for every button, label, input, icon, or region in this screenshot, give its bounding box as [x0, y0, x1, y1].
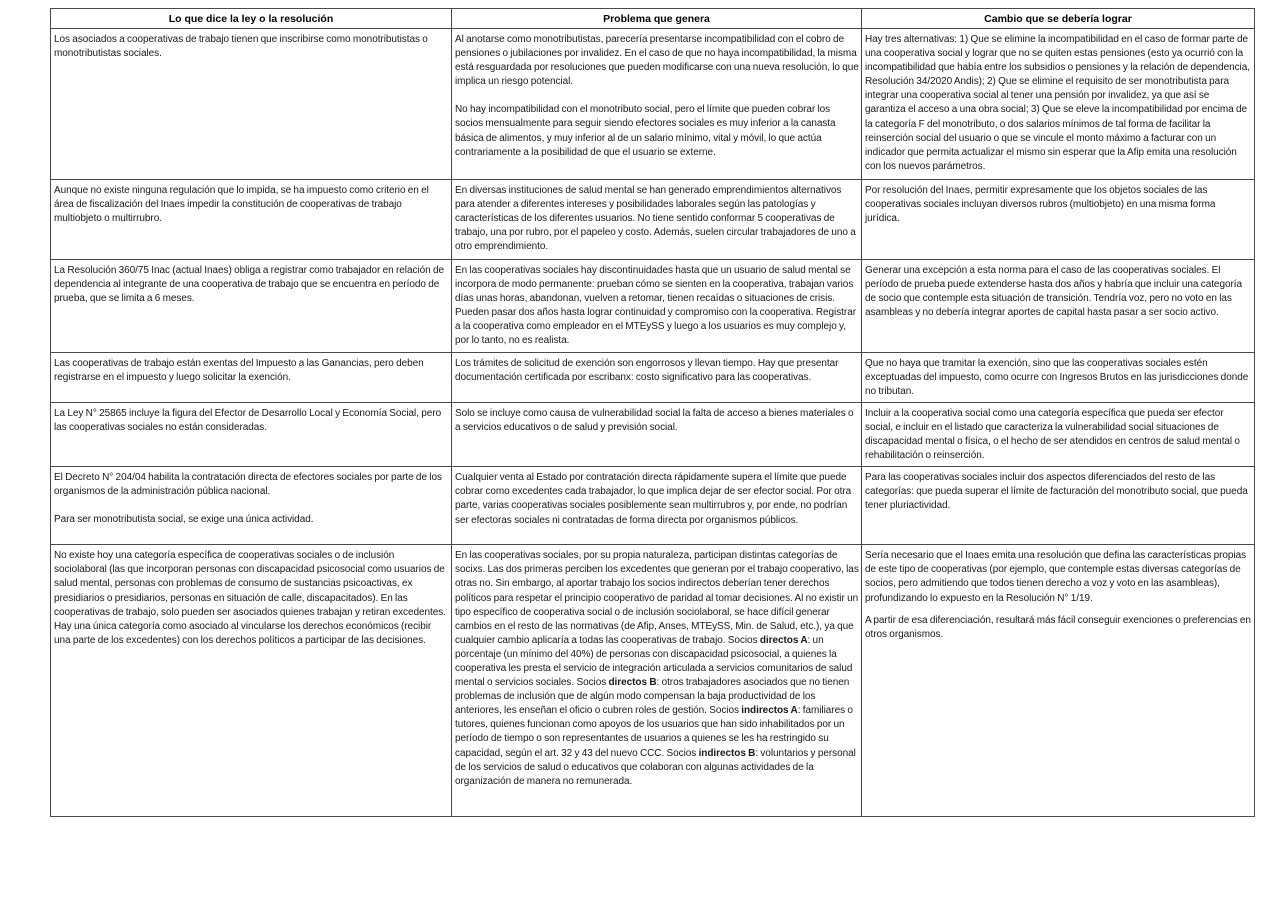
- table-row: [51, 467, 1255, 545]
- cell-problem: [452, 352, 862, 402]
- text-run: En las cooperativas sociales, por su propia naturaleza, participan distintas categorías de socixs. Las dos primeras perciben los excedentes que generan por el trabajo cooperativo, las otras no. Sin embargo, al aportar trabajo los socios indirectos deberían tener derechos políticos para respetar el principio cooperativo de paridad al tomar decisiones. Al no existir un tipo específico de cooperativa social o de inclusión sociolaboral, se hace difícil generar cambios en el resto de las normativas (de Afip, Anses, MTEySS, Min. de Salud, etc.), ya que cualquier cambio aplicaría a todas las cooperativas de trabajo. Socios: [455, 550, 859, 646]
- paragraph: No hay incompatibilidad con el monotributo social, pero el límite que pueden cobrar los socios mensualmente para seguir siendo efectores sociales es muy inferior a la canasta básica de alimentos, y muy inferior al de un salario mínimo, vital y móvil, lo que actúa contrariamente a la posibilidad de que el usuario se externe.: [455, 104, 836, 158]
- text-run: : familiares o tutores, quienes funcionan como apoyos de los usuarios que han sido inhabilitados por un período de tiempo o son representantes de usuarios a quienes se les ha restringido su capacidad, según el art. 32 y 43 del nuevo CCC. Socios: [455, 705, 853, 759]
- cell-law: [51, 352, 452, 402]
- paragraph: Que no haya que tramitar la exención, sino que las cooperativas sociales estén exceptuadas del impuesto, como ocurre con Ingresos Brutos en las jurisdicciones donde no tributan.: [865, 357, 1249, 397]
- paragraph: Hay tres alternativas: 1) Que se elimine la incompatibilidad en el caso de formar parte de una cooperativa social y lograr que no se quiten estas pensiones (esto ya ocurrió con la incompatibilidad que había entre los subsidios o pensiones y la relación de dependencia, Resolución 34/2020 Andis); 2) Que se elimine el requisito de ser monotributista para integrar una cooperativa social al tener una pensión por invalidez, ya que así se garantiza el acceso a una obra social; 3) Que se eleve la incompatibilidad por encima de la categoría F del monotributo, o dos salarios mínimos de tal forma de facilitar la reinserción social del usuario o que se vincule el monto máximo a facturar con un indicador que permita actualizar el mismo sin esperar que la Afip emita una resolución con los nuevos parámetros.: [865, 34, 1250, 172]
- cell-law: [51, 545, 452, 817]
- paragraph: El Decreto N° 204/04 habilita la contratación directa de efectores sociales por parte de los organismos de la administración pública nacional.: [54, 472, 442, 498]
- paragraph: La Resolución 360/75 Inac (actual Inaes) obliga a registrar como trabajador en relación de dependencia al integrante de una cooperativa de trabajo que se encuentra en período de prueba, que se limita a 6 meses.: [54, 265, 444, 305]
- cell-law: [51, 180, 452, 260]
- table-row: [51, 29, 1255, 180]
- paragraph: Aunque no existe ninguna regulación que lo impida, se ha impuesto como criterio en el área de fiscalización del Inaes impedir la constitución de cooperativas de trabajo multiobjeto o multirrubro.: [54, 185, 429, 225]
- header-change: Cambio que se debería lograr: [862, 9, 1255, 29]
- cell-change: [862, 467, 1255, 545]
- paragraph: Sería necesario que el Inaes emita una resolución que defina las características propias de este tipo de cooperativas (por ejemplo, que contemple estas diversas categorías de socios, pero admitiendo que todos tienen derecho a voz y voto en las asambleas), profundizando lo expuesto en la Resolución N° 1/19.: [865, 550, 1247, 604]
- text-run-bold: directos B: [608, 677, 657, 689]
- table-row: [51, 545, 1255, 817]
- cell-problem: [452, 467, 862, 545]
- header-law: Lo que dice la ley o la resolución: [51, 9, 452, 29]
- text-run: : voluntarios y personal de los servicios de salud o educativos que colaboran con algunas actividades de la organización de manera no remunerada.: [455, 747, 856, 787]
- paragraph: No existe hoy una categoría específica de cooperativas sociales o de inclusión sociolaboral (las que incorporan personas con discapacidad psicosocial como usuarios de salud mental, personas con problemas de consumo de sustancias psicoactivas, ex presidiarios o presidiarios, personas en situación de calle, discapacitados). En las cooperativas de trabajo, solo pueden ser asociados quienes trabajan y retiran excedentes. Hay una única categoría como asociado al vincularse los derechos económicos (recibir una parte de los excedentes) con los derechos políticos a participar de las decisiones.: [54, 550, 446, 646]
- cell-problem: [452, 402, 862, 466]
- cell-change: [862, 402, 1255, 466]
- paragraph: Incluir a la cooperativa social como una categoría específica que pueda ser efector social, e incluir en el listado que caracteriza la vulnerabilidad social situaciones de discapacidad mental o física, o el hecho de ser atendidos en centros de salud mental o rehabilitación o reinserción.: [865, 407, 1240, 462]
- text-run-bold: indirectos B: [698, 747, 756, 759]
- paragraph: Los trámites de solicitud de exención son engorrosos y llevan tiempo. Hay que presentar documentación certificada por escribanx: costo significativo para las cooperativas.: [455, 357, 839, 383]
- table-row: [51, 402, 1255, 466]
- table-row: [51, 352, 1255, 402]
- paragraph: Solo se incluye como causa de vulnerabilidad social la falta de acceso a bienes materiales o a servicios educativos o de salud y previsión social.: [455, 407, 854, 433]
- table-row: [51, 180, 1255, 260]
- header-problem: Problema que genera: [452, 9, 862, 29]
- paragraph: La Ley N° 25865 incluye la figura del Efector de Desarrollo Local y Economía Social, pero las cooperativas sociales no están consideradas.: [54, 407, 442, 433]
- paragraph: Al anotarse como monotributistas, parecería presentarse incompatibilidad con el cobro de pensiones o jubilaciones por invalidez. En el caso de que no haya incompatibilidad, la misma está resguardada por resoluciones que pueden modificarse con una nueva resolución, lo que implica un riesgo potencial.: [455, 34, 859, 88]
- cell-problem: [452, 545, 862, 817]
- cell-change: [862, 180, 1255, 260]
- cell-problem: [452, 260, 862, 353]
- paragraph: Para las cooperativas sociales incluir dos aspectos diferenciados del resto de las categorías: que pueda superar el límite de facturación del monotributo social, que pueda tener pluriactividad.: [865, 472, 1248, 512]
- header-row: [51, 9, 1255, 29]
- cell-change: [862, 29, 1255, 180]
- paragraph: Generar una excepción a esta norma para el caso de las cooperativas sociales. El período de prueba puede extenderse hasta dos años y habría que incluir una categoría de socio que contemple esta situación de transición. Tendría voz, pero no voto en las asambleas y no debería integrar aportes de capital hasta pasar a ser socio activo.: [865, 265, 1242, 319]
- text-run: : un porcentaje (un mínimo del 40%) de personas con discapacidad psicosocial, a quienes la cooperativa les presta el servicio de integración articulada a servicios comunitarios de salud mental o servicios sociales. Socios: [455, 634, 853, 689]
- paragraph: Cualquier venta al Estado por contratación directa rápidamente supera el límite que puede cobrar como excedentes cada trabajador, lo que implica dejar de ser efector social. Por otra parte, varias cooperativas sociales posiblemente sean multirrubros y, por ende, no podrían ser efectoras sociales ni contratadas de forma directa por organismos públicos.: [455, 472, 852, 526]
- cell-law: [51, 402, 452, 466]
- paragraph: Las cooperativas de trabajo están exentas del Impuesto a las Ganancias, pero deben registrarse en el impuesto y luego solicitar la exención.: [54, 357, 424, 383]
- paragraph-rich: [455, 549, 859, 789]
- table-body: [51, 29, 1255, 817]
- cell-problem: [452, 180, 862, 260]
- text-run: : otros trabajadores asociados que no tienen problemas de inclusión que de algún modo compensan la baja productividad de los anteriores, les enseñan el oficio o cubren roles de gestión. Socios: [455, 677, 850, 717]
- cell-law: [51, 260, 452, 353]
- paragraph: En las cooperativas sociales hay discontinuidades hasta que un usuario de salud mental se incorpora de modo permanente: prueban cómo se sienten en la cooperativa, trabajan varios días unas horas, abandonan, vuelven a retomar, tienen recaídas o situaciones de crisis. Pueden pasar dos años hasta lograr continuidad y compromiso con la cooperativa. Registrar a la cooperativa como empleador en el MTEySS y luego a los usuarios es muy complejo y, por lo tanto, no es realista.: [455, 265, 856, 347]
- cell-problem: [452, 29, 862, 180]
- paragraph: Para ser monotributista social, se exige una única actividad.: [54, 514, 314, 526]
- cell-law: [51, 467, 452, 545]
- text-run-bold: directos A: [759, 634, 808, 646]
- table-row: [51, 260, 1255, 353]
- cell-change: [862, 545, 1255, 817]
- paragraph: A partir de esa diferenciación, resultará más fácil conseguir exenciones o preferencias en otros organismos.: [865, 614, 1251, 640]
- legal-issues-table: [50, 8, 1255, 817]
- cell-change: [862, 352, 1255, 402]
- cell-law: [51, 29, 452, 180]
- table-header: [51, 9, 1255, 29]
- paragraph: Los asociados a cooperativas de trabajo tienen que inscribirse como monotributistas o monotributistas sociales.: [54, 34, 428, 60]
- cell-change: [862, 260, 1255, 353]
- paragraph: En diversas instituciones de salud mental se han generado emprendimientos alternativos para atender a diferentes intereses y posibilidades laborales según las patologías y características de los diferentes usuarios. No tiene sentido conformar 5 cooperativas de trabajo, una por rubro, por el papeleo y costo. Además, suelen circular trabajadores de uno a otro emprendimiento.: [455, 185, 856, 253]
- text-run-bold: indirectos A: [741, 705, 798, 717]
- paragraph: Por resolución del Inaes, permitir expresamente que los objetos sociales de las cooperativas sociales incluyan diversos rubros (multiobjeto) en una misma forma jurídica.: [865, 185, 1216, 225]
